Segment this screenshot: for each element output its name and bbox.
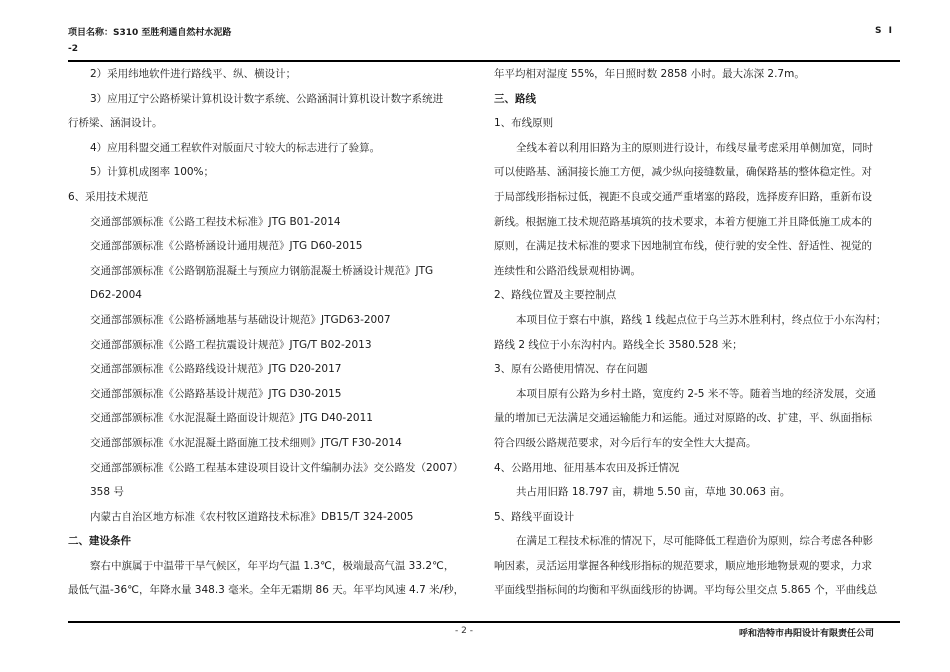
text-line: 于局部线形指标过低，视距不良或交通严重堵塞的路段，选择废弃旧路，重新布设 xyxy=(494,190,872,203)
text-line: 行桥梁、涵洞设计。 xyxy=(68,117,163,130)
text-line: 交通部部颁标准《公路钢筋混凝土与预应力钢筋混凝土桥涵设计规范》JTG xyxy=(90,264,434,277)
text-line: 5、路线平面设计 xyxy=(494,510,575,523)
text-line: D62-2004 xyxy=(90,289,142,302)
text-line: 本项目原有公路为乡村土路，宽度约 2-5 米不等。随着当地的经济发展，交通 xyxy=(516,387,876,400)
section-heading: 二、建设条件 xyxy=(68,535,131,548)
text-line: 交通部部颁标准《公路工程抗震设计规范》JTG/T B02-2013 xyxy=(90,338,372,351)
text-line: 本项目位于察右中旗，路线 1 线起点位于乌兰苏木胜利村，终点位于小东沟村； xyxy=(516,313,887,326)
text-line: 6、采用技术规范 xyxy=(68,190,149,203)
text-line: 交通部部颁标准《公路桥涵地基与基础设计规范》JTGD63-2007 xyxy=(90,313,391,326)
page-number: - 2 - xyxy=(455,626,473,636)
text-line: 交通部部颁标准《公路路基设计规范》JTG D30-2015 xyxy=(90,387,342,400)
text-line: 最低气温-36℃，年降水量 348.3 毫米。全年无霜期 86 天。年平均风速 4.7 米/秒， xyxy=(68,584,465,597)
document-code: S I xyxy=(875,26,894,36)
text-line: 共占用旧路 18.797 亩，耕地 5.50 亩，草地 30.063 亩。 xyxy=(516,486,791,499)
section-heading: 三、路线 xyxy=(494,92,536,105)
text-line: 新线。根据施工技术规范路基填筑的技术要求，本着方便施工并且降低施工成本的 xyxy=(494,215,872,228)
text-line: 交通部部颁标准《公路工程基本建设项目设计文件编制办法》交公路发（2007） xyxy=(90,461,464,474)
left-column xyxy=(68,62,478,603)
text-line: 原则，在满足技术标准的要求下因地制宜布线，使行驶的安全性、舒适性、视觉的 xyxy=(494,240,872,253)
text-line: 2、路线位置及主要控制点 xyxy=(494,289,617,302)
text-line: 量的增加已无法满足交通运输能力和运能。通过对原路的改、扩建，平、纵面指标 xyxy=(494,412,872,425)
text-line: 2）采用纬地软件进行路线平、纵、横设计； xyxy=(90,68,297,80)
text-line: 内蒙古自治区地方标准《农村牧区道路技术标准》DB15/T 324-2005 xyxy=(90,510,414,523)
text-line: 可以使路基、涵洞接长施工方便，减少纵向接缝数量，确保路基的整体稳定性。对 xyxy=(494,166,872,179)
text-line: 1、布线原则 xyxy=(494,117,554,130)
text-line: 连续性和公路沿线景观相协调。 xyxy=(494,264,641,277)
text-line: 交通部部颁标准《公路路线设计规范》JTG D20-2017 xyxy=(90,363,342,376)
text-line: 察右中旗属于中温带干旱气候区，年平均气温 1.3℃，极端最高气温 33.2℃， xyxy=(90,559,455,572)
project-name-suffix: -2 xyxy=(68,44,78,54)
text-line: 3、原有公路使用情况、存在问题 xyxy=(494,363,648,376)
text-line: 交通部部颁标准《公路工程技术标准》JTG B01-2014 xyxy=(90,215,341,228)
text-line: 交通部部颁标准《水泥混凝土路面设计规范》JTG D40-2011 xyxy=(90,412,373,425)
right-column xyxy=(494,62,900,603)
text-line: 符合四级公路规范要求，对今后行车的安全性大大提高。 xyxy=(494,436,757,449)
text-line: 3）应用辽宁公路桥梁计算机设计数字系统、公路涵洞计算机设计数字系统进 xyxy=(90,92,444,105)
text-line: 在满足工程技术标准的情况下，尽可能降低工程造价为原则，综合考虑各种影 xyxy=(516,535,873,548)
text-line: 全线本着以利用旧路为主的原则进行设计，布线尽量考虑采用单侧加宽，同时 xyxy=(516,141,873,154)
company-name: 呼和浩特市冉阳设计有限责任公司 xyxy=(738,629,874,639)
footer-rule xyxy=(68,621,900,623)
text-line: 交通部部颁标准《水泥混凝土路面施工技术细则》JTG/T F30-2014 xyxy=(90,436,402,449)
text-line: 5）计算机成图率 100%； xyxy=(90,166,215,179)
project-name: 项目名称：S310 至胜利通自然村水泥路 xyxy=(68,28,232,38)
text-line: 交通部部颁标准《公路桥涵设计通用规范》JTG D60-2015 xyxy=(90,240,363,253)
text-line: 年平均相对湿度 55%，年日照时数 2858 小时。最大冻深 2.7m。 xyxy=(494,68,805,80)
text-line: 响因素，灵活运用掌握各种线形指标的规范要求，顺应地形地物景观的要求，力求 xyxy=(494,559,872,572)
text-line: 平面线型指标间的均衡和平纵面线形的协调。平均每公里交点 5.865 个，平曲线总 xyxy=(494,584,878,597)
text-line: 4）应用科盟交通工程软件对版面尺寸较大的标志进行了验算。 xyxy=(90,141,381,154)
text-line: 4、公路用地、征用基本农田及拆迁情况 xyxy=(494,461,680,474)
text-line: 路线 2 线位于小东沟村内。路线全长 3580.528 米； xyxy=(494,338,743,351)
text-line: 358 号 xyxy=(90,486,124,499)
